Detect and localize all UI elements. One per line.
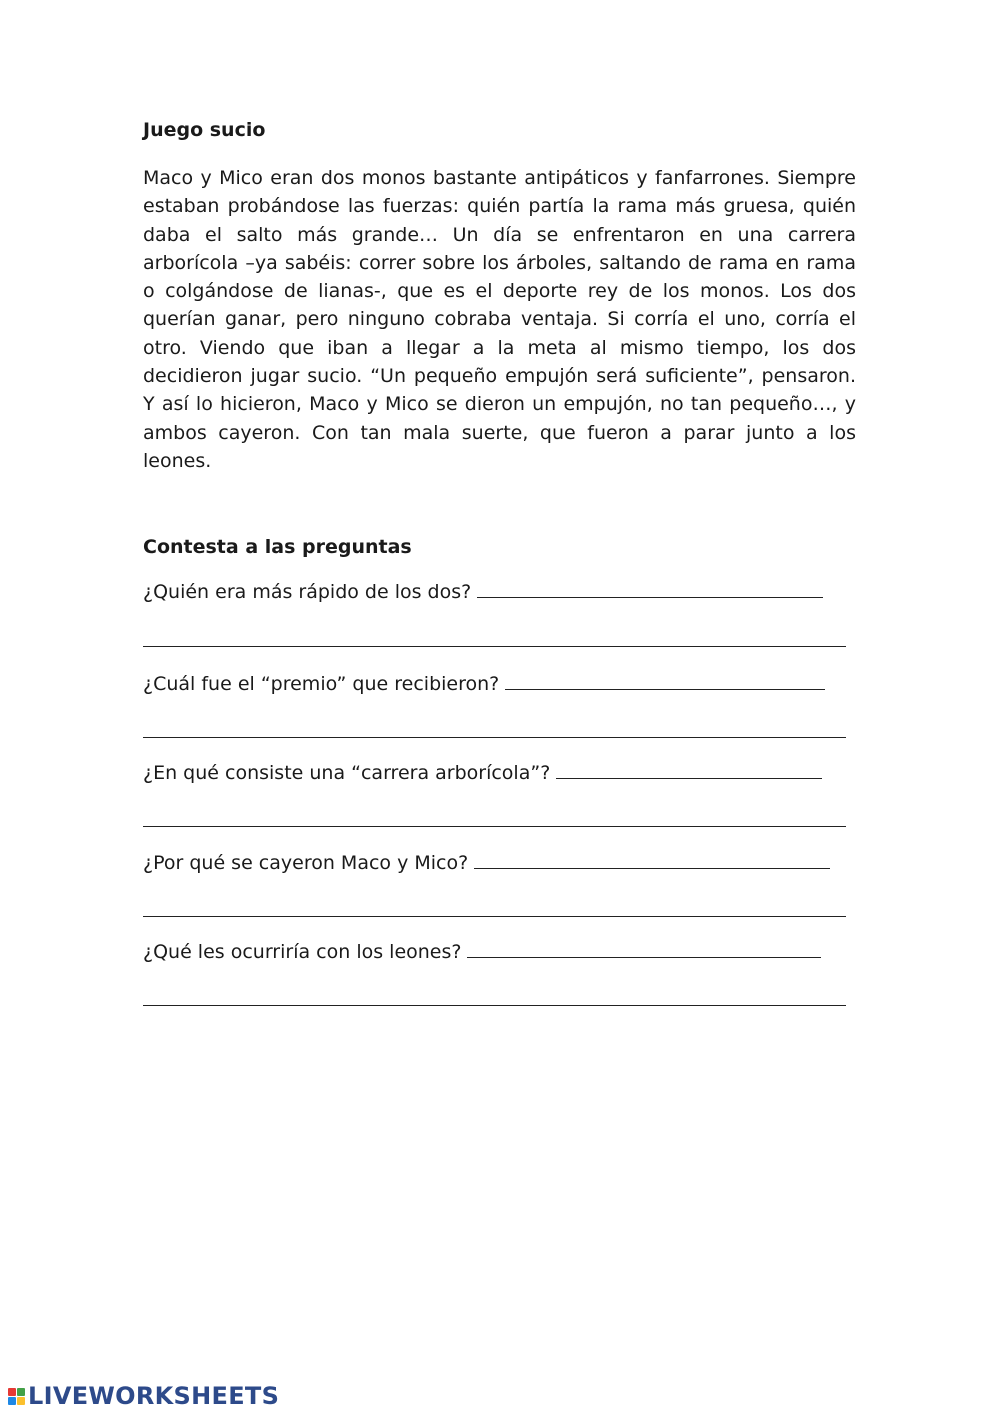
answer-line-1[interactable] bbox=[143, 646, 846, 647]
answer-line-5[interactable] bbox=[143, 1005, 846, 1006]
brand-mark-square-3 bbox=[8, 1397, 16, 1405]
question-3-text: ¿En qué consiste una “carrera arborícola”? bbox=[143, 762, 551, 784]
question-2-text: ¿Cuál fue el “premio” que recibieron? bbox=[143, 673, 500, 695]
question-2 bbox=[143, 672, 856, 696]
question-1-text: ¿Quién era más rápido de los dos? bbox=[143, 581, 472, 603]
question-1 bbox=[143, 580, 856, 604]
story-text: Maco y Mico eran dos monos bastante antipáticos y fanfarrones. Siempre estaban probándose las fuerzas: quién partía la rama más gruesa, quién daba el salto más grande… Un día se enfrentaron en una carrera arborícola –ya sabéis: correr sobre los árboles, saltando de rama en rama o colgándose de lianas-, que es el deporte rey de los monos. Los dos querían ganar, pero ninguno cobraba ventaja. Si corría el uno, corría el otro. Viendo que iban a llegar a la meta al mismo tiempo, los dos decidieron jugar sucio. “Un pequeño empujón será suficiente”, pensaron. Y así lo hicieron, Maco y Mico se dieron un empujón, no tan pequeño…, y ambos cayeron. Con tan mala suerte, que fueron a parar junto a los leones. bbox=[143, 167, 856, 472]
brand-mark-square-2 bbox=[17, 1388, 25, 1396]
answer-line-4[interactable] bbox=[143, 916, 846, 917]
brand-mark-square-1 bbox=[8, 1388, 16, 1396]
story-title: Juego sucio bbox=[143, 119, 266, 141]
question-5 bbox=[143, 940, 856, 964]
brand-mark-icon bbox=[8, 1388, 25, 1405]
answer-line-3[interactable] bbox=[143, 826, 846, 827]
answer-field-1[interactable] bbox=[477, 583, 823, 598]
answer-field-2[interactable] bbox=[505, 675, 825, 690]
brand-mark-square-4 bbox=[17, 1397, 25, 1405]
answer-field-5[interactable] bbox=[467, 943, 821, 958]
answer-field-3[interactable] bbox=[556, 764, 822, 779]
question-5-text: ¿Qué les ocurriría con los leones? bbox=[143, 941, 462, 963]
question-3 bbox=[143, 761, 856, 785]
liveworksheets-logo bbox=[8, 1382, 279, 1410]
answer-field-4[interactable] bbox=[474, 854, 830, 869]
answer-line-2[interactable] bbox=[143, 737, 846, 738]
question-4-text: ¿Por qué se cayeron Maco y Mico? bbox=[143, 852, 469, 874]
questions-title: Contesta a las preguntas bbox=[143, 536, 412, 558]
question-4 bbox=[143, 851, 856, 875]
brand-name: LIVEWORKSHEETS bbox=[28, 1382, 280, 1410]
